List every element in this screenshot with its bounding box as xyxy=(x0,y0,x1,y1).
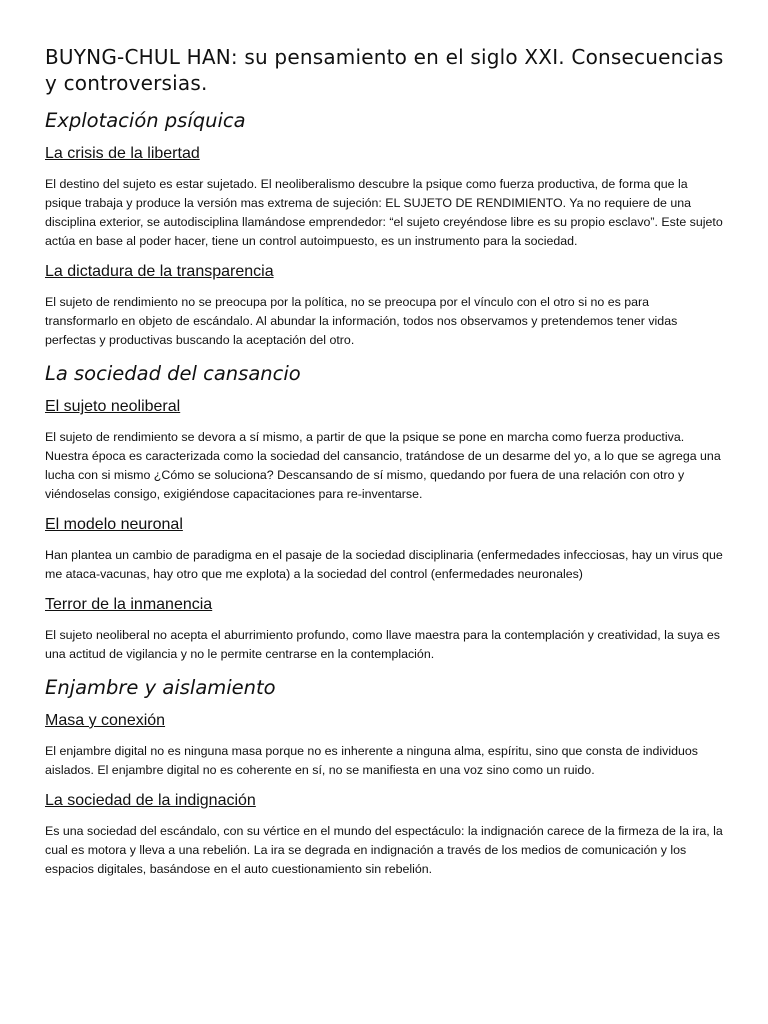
section-enjambre-y-aislamiento xyxy=(45,675,725,879)
body-paragraph: El destino del sujeto es estar sujetado. El neoliberalismo descubre la psique como fuerza productiva, de forma que la psique trabaja y produce la versión mas extrema de sujeción: EL SUJETO DE RENDIMIENTO. Ya no requiere de una disciplina exterior, se autodisciplina llamándose emprendedor: “el sujeto creyéndose libre es su propio esclavo”. Este sujeto actúa en base al poder hacer, tiene un control autoimpuesto, es un instrumento para la sociedad. xyxy=(45,177,723,248)
subsection-heading: La crisis de la libertad xyxy=(45,145,200,162)
document-title: BUYNG-CHUL HAN: su pensamiento en el siglo XXI. Consecuencias y controversias. xyxy=(45,45,724,95)
subsection-heading: El modelo neuronal xyxy=(45,516,183,533)
subsection-heading: La dictadura de la transparencia xyxy=(45,263,274,280)
document-page xyxy=(45,44,725,890)
section-heading: Explotación psíquica xyxy=(45,109,246,132)
body-paragraph: El sujeto de rendimiento no se preocupa por la política, no se preocupa por el vínculo con el otro si no es para transformarlo en objeto de escándalo. Al abundar la información, todos nos observamos y pretendemos tener vidas perfectas y productivas buscando la aceptación del otro. xyxy=(45,295,678,347)
section-sociedad-del-cansancio xyxy=(45,361,725,664)
section-heading: La sociedad del cansancio xyxy=(45,362,301,385)
subsection-heading: Terror de la inmanencia xyxy=(45,596,213,613)
section-heading: Enjambre y aislamiento xyxy=(45,676,276,699)
body-paragraph: El enjambre digital no es ninguna masa porque no es inherente a ninguna alma, espíritu, sino que consta de individuos aislados. El enjambre digital no es coherente en sí, no se manifiesta en una voz sino como un ruido. xyxy=(45,744,699,777)
section-explotacion-psiquica xyxy=(45,108,725,350)
subsection-heading: La sociedad de la indignación xyxy=(45,792,256,809)
subsection-heading: Masa y conexión xyxy=(45,712,166,729)
body-paragraph: Es una sociedad del escándalo, con su vértice en el mundo del espectáculo: la indignación carece de la firmeza de la ira, la cual es motora y lleva a una rebelión. La ira se degrada en indignación a través de los medios de comunicación y los espacios digitales, basándose en el auto cuestionamiento sin rebelión. xyxy=(45,824,723,876)
body-paragraph: El sujeto de rendimiento se devora a sí mismo, a partir de que la psique se pone en marcha como fuerza productiva. Nuestra época es caracterizada como la sociedad del cansancio, tratándose de un desarme del yo, a lo que se agrega una lucha con si mismo ¿Cómo se soluciona? Descansando de sí mismo, quedando por fuera de una relación con otro y viéndoselas consigo, exigiéndose capacitaciones para re-inventarse. xyxy=(45,430,721,501)
body-paragraph: Han plantea un cambio de paradigma en el pasaje de la sociedad disciplinaria (enfermedades infecciosas, hay un virus que me ataca-vacunas, hay otro que me explota) a la sociedad del control (enfermedades neuronales) xyxy=(45,548,723,581)
body-paragraph: El sujeto neoliberal no acepta el aburrimiento profundo, como llave maestra para la contemplación y creatividad, la suya es una actitud de vigilancia y no le permite centrarse en la contemplación. xyxy=(45,628,720,661)
subsection-heading: El sujeto neoliberal xyxy=(45,398,181,415)
